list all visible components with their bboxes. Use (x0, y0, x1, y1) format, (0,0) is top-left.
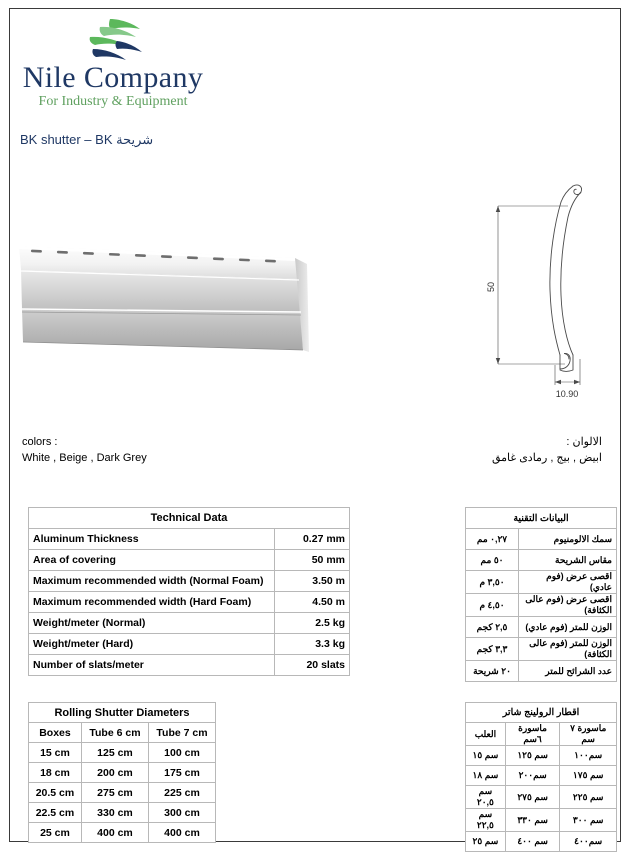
colors-label-en: colors : (22, 436, 58, 448)
rolling-shutter-diameters-table-en (28, 702, 216, 843)
row-label: Weight/meter (Normal) (29, 613, 275, 634)
row-value: 3.50 m (275, 571, 350, 592)
cell: سم ٢٢,٥ (466, 809, 506, 832)
cell: 20.5 cm (29, 783, 82, 803)
column-header: Tube 7 cm (148, 723, 215, 743)
table-title-row (29, 703, 216, 723)
row-label: اقصى عرض (فوم عالى الكثافة) (519, 594, 617, 617)
table-row (466, 571, 617, 594)
cell: سم ٣٠٠ (560, 809, 617, 832)
column-header: Tube 6 cm (81, 723, 148, 743)
row-value: 0.27 mm (275, 529, 350, 550)
technical-data-header-en: Technical Data (29, 508, 350, 529)
row-value: 2.5 kg (275, 613, 350, 634)
company-tagline: For Industry & Equipment (38, 94, 188, 109)
table-row (29, 655, 350, 676)
table-row (29, 571, 350, 592)
table-row (29, 823, 216, 843)
cell: 275 cm (81, 783, 148, 803)
document-page (9, 8, 621, 846)
row-label: سمك الالومنيوم (519, 529, 617, 550)
row-value: 3.3 kg (275, 634, 350, 655)
table-header-row (466, 723, 617, 746)
product-photo (17, 224, 317, 384)
table-row (466, 786, 617, 809)
row-value: ٠,٢٧ مم (466, 529, 519, 550)
row-value: 4.50 m (275, 592, 350, 613)
row-value: ٣,٥٠ م (466, 571, 519, 594)
colors-block-ar (492, 434, 602, 466)
row-label: الوزن للمتر (فوم عادي) (519, 617, 617, 638)
table-header-row (466, 508, 617, 529)
row-value: ٢,٥ كجم (466, 617, 519, 638)
cell: سم٤٠٠ (560, 832, 617, 852)
cell: 15 cm (29, 743, 82, 763)
diameters-title-en: Rolling Shutter Diameters (29, 703, 216, 723)
row-label: Area of covering (29, 550, 275, 571)
table-row (29, 529, 350, 550)
table-row (29, 763, 216, 783)
cell: 100 cm (148, 743, 215, 763)
row-value: 50 mm (275, 550, 350, 571)
table-row (466, 746, 617, 766)
cell: 300 cm (148, 803, 215, 823)
cell: سم ٢٥ (466, 832, 506, 852)
row-label: Number of slats/meter (29, 655, 275, 676)
drawing-height-dim: 50 (486, 281, 496, 293)
row-label: Maximum recommended width (Normal Foam) (29, 571, 275, 592)
cell: سم٢٠٠ (505, 766, 560, 786)
row-value: ٤,٥٠ م (466, 594, 519, 617)
row-label: عدد الشرائح للمتر (519, 661, 617, 682)
cell: سم ٣٣٠ (505, 809, 560, 832)
table-row (29, 634, 350, 655)
cell: سم ٤٠٠ (505, 832, 560, 852)
row-value: ٥٠ مم (466, 550, 519, 571)
column-header: العلب (466, 723, 506, 746)
cell: 225 cm (148, 783, 215, 803)
table-row (29, 803, 216, 823)
table-row (466, 594, 617, 617)
page-title: BK shutter – BK شريحة (20, 132, 154, 147)
cell: سم ١٧٥ (560, 766, 617, 786)
cell: 400 cm (81, 823, 148, 843)
company-name: Nile Company (22, 61, 204, 94)
column-header: ماسورة ٦سم (505, 723, 560, 746)
cell: 200 cm (81, 763, 148, 783)
row-label: الوزن للمتر (فوم عالى الكثافة) (519, 638, 617, 661)
table-row (29, 613, 350, 634)
rolling-shutter-diameters-table-ar (465, 702, 617, 852)
table-row (466, 766, 617, 786)
cell: 25 cm (29, 823, 82, 843)
technical-data-header-ar: البيانات التقنية (466, 508, 617, 529)
row-label: Maximum recommended width (Hard Foam) (29, 592, 275, 613)
cell: سم ١٥ (466, 746, 506, 766)
row-label: مقاس الشريحة (519, 550, 617, 571)
profile-drawing (465, 169, 625, 404)
cell: 400 cm (148, 823, 215, 843)
cell: سم١٠٠ (560, 746, 617, 766)
cell: 22.5 cm (29, 803, 82, 823)
table-row (466, 529, 617, 550)
row-value: 20 slats (275, 655, 350, 676)
table-header-row (29, 508, 350, 529)
table-row (466, 638, 617, 661)
column-header: Boxes (29, 723, 82, 743)
colors-value-ar: ابيض , بيج , رمادى غامق (491, 452, 602, 464)
column-header: ماسورة ٧ سم (560, 723, 617, 746)
diameters-title-ar: اقطار الرولينج شاتر (466, 703, 617, 723)
colors-label-ar: الالوان : (566, 436, 602, 448)
cell: 330 cm (81, 803, 148, 823)
colors-value-en: White , Beige , Dark Grey (22, 452, 147, 464)
table-title-row (466, 703, 617, 723)
table-row (466, 661, 617, 682)
cell: 18 cm (29, 763, 82, 783)
table-row (466, 617, 617, 638)
cell: سم ١٨ (466, 766, 506, 786)
table-header-row (29, 723, 216, 743)
table-row (29, 550, 350, 571)
technical-data-table-en (28, 507, 350, 676)
row-label: Weight/meter (Hard) (29, 634, 275, 655)
table-row (29, 743, 216, 763)
table-row (466, 809, 617, 832)
table-row (466, 832, 617, 852)
row-value: ٣,٣ كجم (466, 638, 519, 661)
cell: سم ٢٠,٥ (466, 786, 506, 809)
table-row (466, 550, 617, 571)
cell: 125 cm (81, 743, 148, 763)
row-value: ٢٠ شريحة (466, 661, 519, 682)
table-row (29, 592, 350, 613)
colors-block-en (22, 434, 147, 466)
technical-data-table-ar (465, 507, 617, 682)
cell: سم ١٢٥ (505, 746, 560, 766)
cell: 175 cm (148, 763, 215, 783)
cell: سم ٢٢٥ (560, 786, 617, 809)
table-row (29, 783, 216, 803)
company-logo (18, 14, 208, 119)
wave-flag-logo-icon (80, 16, 148, 64)
row-label: Aluminum Thickness (29, 529, 275, 550)
cell: سم ٢٧٥ (505, 786, 560, 809)
row-label: اقصى عرض (فوم عادي) (519, 571, 617, 594)
drawing-width-dim: 10.90 (555, 389, 579, 399)
